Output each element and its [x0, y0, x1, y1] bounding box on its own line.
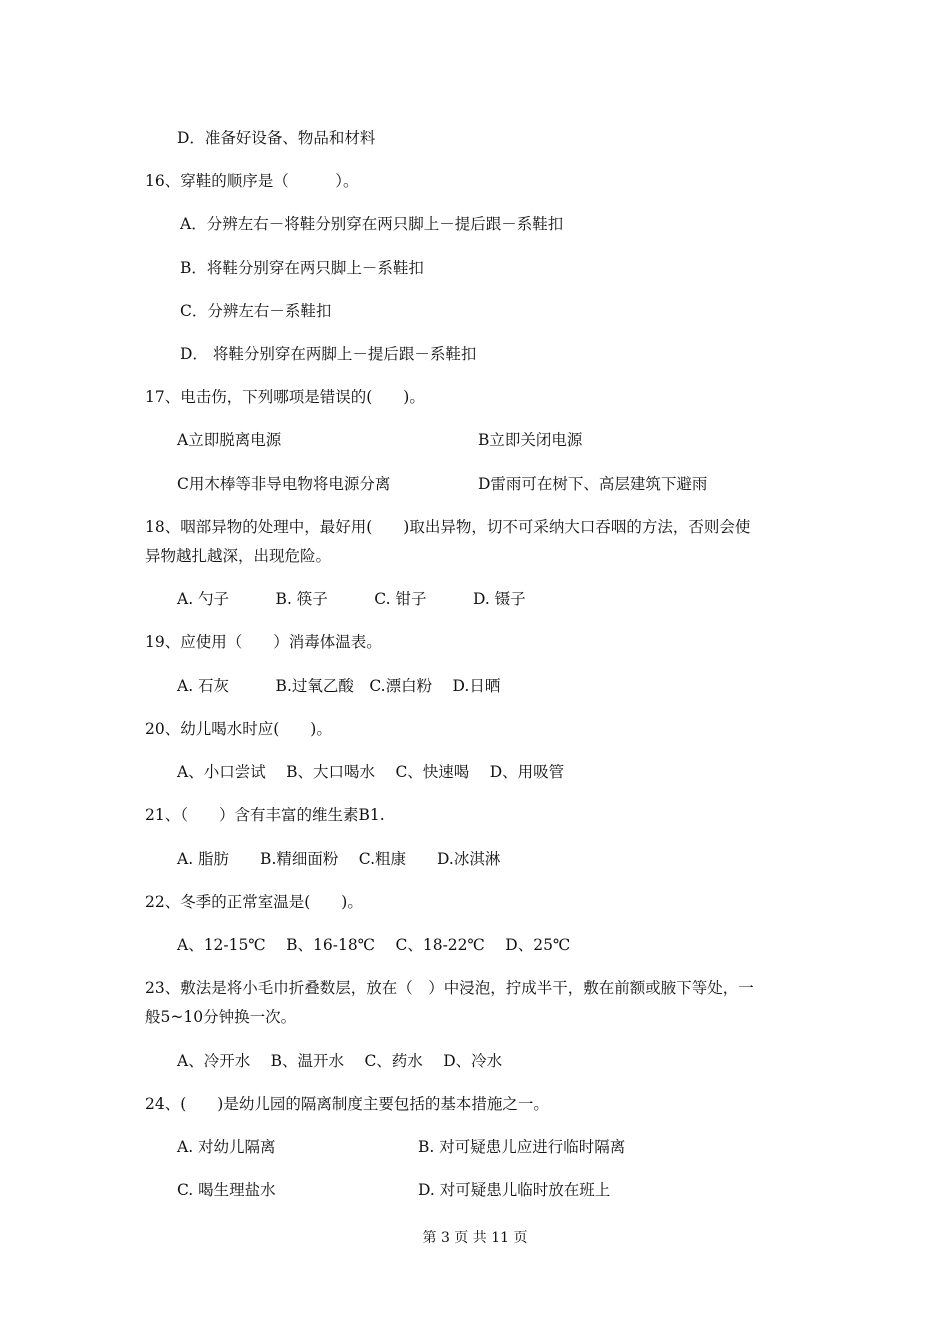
- q22-question: 22、冬季的正常室温是( )。: [145, 893, 363, 911]
- q15-option-d: D．准备好设备、物品和材料: [177, 129, 376, 147]
- q17-option-c: C用木棒等非导电物将电源分离: [177, 475, 391, 493]
- q16-option-c: C．分辨左右－系鞋扣: [180, 302, 332, 320]
- q17-option-b: B立即关闭电源: [478, 431, 583, 449]
- q19-question: 19、应使用（ ）消毒体温表。: [145, 633, 382, 651]
- page-footer: 第 3 页 共 11 页: [422, 1230, 528, 1246]
- q23-options: A、冷开水 B、温开水 C、药水 D、冷水: [177, 1052, 503, 1070]
- q24-question: 24、( )是幼儿园的隔离制度主要包括的基本措施之一。: [145, 1095, 549, 1113]
- q16-option-a: A．分辨左右－将鞋分别穿在两只脚上－提后跟－系鞋扣: [180, 215, 564, 233]
- q23-question-line1: 23、敷法是将小毛巾折叠数层，放在（ ）中浸泡，拧成半干，敷在前额或腋下等处，一: [145, 979, 754, 997]
- q24-option-a: A. 对幼儿隔离: [177, 1138, 276, 1156]
- q17-option-d: D雷雨可在树下、高层建筑下避雨: [478, 475, 708, 493]
- q16-option-d: D． 将鞋分别穿在两脚上－提后跟－系鞋扣: [180, 345, 477, 363]
- q18-question-line2: 异物越扎越深，出现危险。: [145, 547, 332, 565]
- q24-option-c: C. 喝生理盐水: [177, 1181, 276, 1199]
- q21-question: 21、（ ）含有丰富的维生素B1.: [145, 806, 385, 824]
- q20-question: 20、幼儿喝水时应( )。: [145, 720, 332, 738]
- q20-options: A、小口尝试 B、大口喝水 C、快速喝 D、用吸管: [177, 763, 565, 781]
- q19-options: A. 石灰 B.过氧乙酸 C.漂白粉 D.日晒: [177, 677, 501, 695]
- q21-options: A. 脂肪 B.精细面粉 C.粗康 D.冰淇淋: [177, 850, 501, 868]
- q17-question: 17、电击伤，下列哪项是错误的( )。: [145, 388, 425, 406]
- q22-options: A、12-15℃ B、16-18℃ C、18-22℃ D、25℃: [177, 936, 571, 954]
- q18-question-line1: 18、咽部异物的处理中，最好用( )取出异物，切不可采纳大口吞咽的方法，否则会使: [145, 518, 751, 536]
- q16-option-b: B．将鞋分别穿在两只脚上－系鞋扣: [180, 259, 424, 277]
- q24-option-b: B. 对可疑患儿应进行临时隔离: [418, 1138, 626, 1156]
- q17-option-a: A立即脱离电源: [177, 431, 282, 449]
- q23-question-line2: 般5~10分钟换一次。: [145, 1008, 297, 1026]
- q24-option-d: D. 对可疑患儿临时放在班上: [418, 1181, 611, 1199]
- q18-options: A. 勺子 B. 筷子 C. 钳子 D. 镊子: [177, 590, 526, 608]
- q16-question: 16、穿鞋的顺序是（ ）。: [145, 172, 359, 190]
